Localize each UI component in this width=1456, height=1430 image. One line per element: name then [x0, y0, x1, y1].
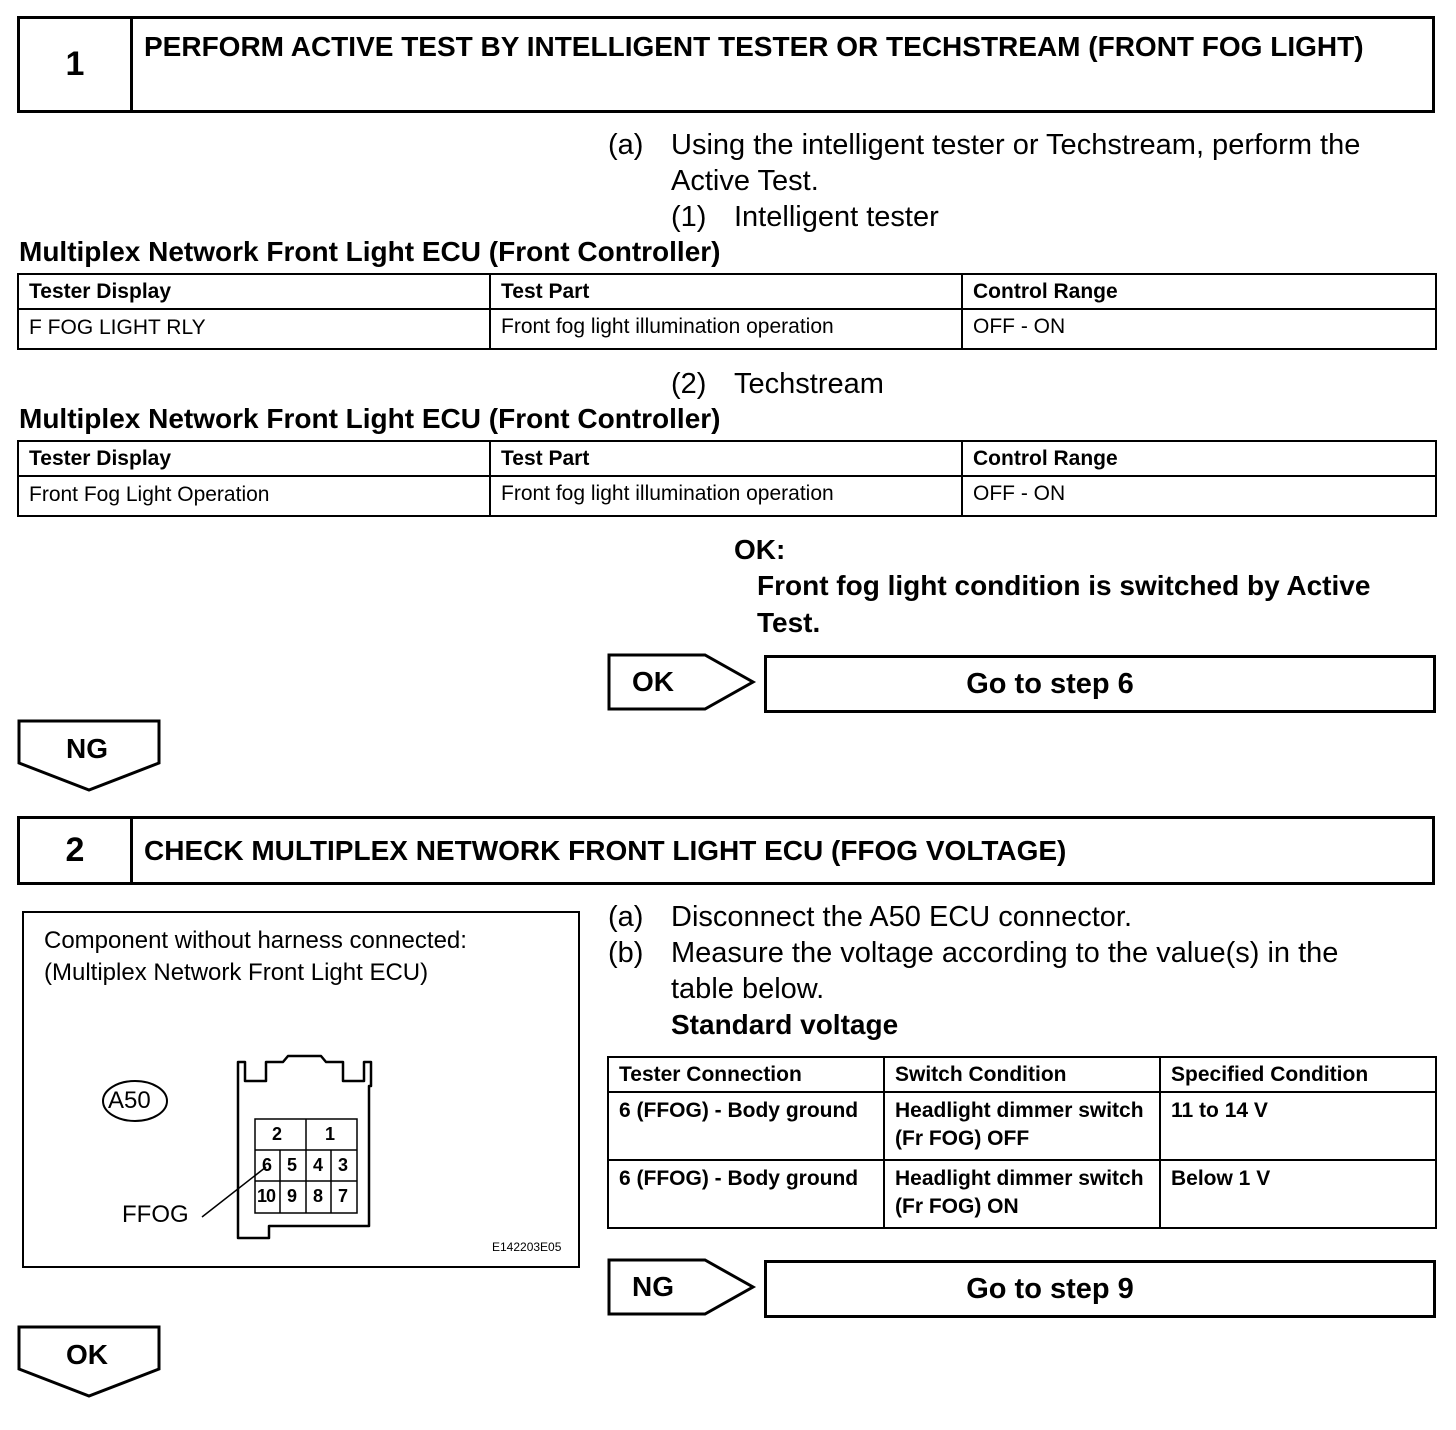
table-1-header-cell: Test Part: [490, 274, 962, 309]
table-cell: OFF - ON: [962, 309, 1436, 349]
pin-label: 3: [338, 1155, 349, 1175]
step-2-header: [17, 816, 1435, 885]
pin-label: 8: [313, 1186, 324, 1206]
ng-branch-label: NG: [632, 1271, 674, 1302]
table-cell: Front fog light illumination operation: [490, 476, 962, 516]
table-cell: Front Fog Light Operation: [18, 476, 490, 516]
table-3-header-row: [608, 1057, 1436, 1092]
standard-voltage-label: Standard voltage: [671, 1009, 899, 1040]
table-cell: Headlight dimmer switch (Fr FOG) OFF: [884, 1092, 1160, 1160]
pin-label: 7: [338, 1186, 349, 1206]
ok-branch-label: OK: [632, 666, 674, 697]
table-cell: Headlight dimmer switch (Fr FOG) ON: [884, 1160, 1160, 1228]
step-1-sub2-label: Techstream: [734, 368, 884, 400]
ok-criteria-line2: Test.: [757, 607, 821, 638]
table-cell: Below 1 V: [1160, 1160, 1436, 1228]
pin-label: 5: [287, 1155, 298, 1175]
ok-criteria-line1: Front fog light condition is switched by Active: [757, 570, 1371, 601]
go-to-step-9-text: Go to step 9: [966, 1272, 1134, 1305]
pin-label: 6: [262, 1155, 273, 1175]
step-2-instruction-a-marker: (a): [608, 901, 644, 933]
step-1-sub2-marker: (2): [671, 368, 707, 400]
pin-label: 2: [272, 1124, 283, 1144]
table-cell: F FOG LIGHT RLY: [18, 309, 490, 349]
table-cell: 6 (FFOG) - Body ground: [608, 1092, 884, 1160]
pin-label: 4: [313, 1155, 324, 1175]
pin-label: 1: [325, 1124, 336, 1144]
step-2-instruction-b-marker: (b): [608, 937, 644, 969]
go-to-step-9-box: [764, 1260, 1436, 1318]
table-3-header-cell: Specified Condition: [1160, 1057, 1436, 1092]
step-1-number: 1: [20, 19, 133, 110]
table-1-title: Multiplex Network Front Light ECU (Front Controller): [19, 236, 721, 267]
ffog-callout-label: FFOG: [122, 1201, 189, 1228]
connector-housing: [238, 1056, 371, 1238]
connector-figure: [22, 911, 580, 1268]
step-2-number: 2: [20, 819, 133, 882]
step-1-sub1-marker: (1): [671, 201, 707, 233]
step-2-title: CHECK MULTIPLEX NETWORK FRONT LIGHT ECU (FFOG VOLTAGE): [144, 835, 1067, 866]
step-2-instruction-a: Disconnect the A50 ECU connector.: [671, 901, 1133, 933]
table-1-header-cell: Control Range: [962, 274, 1436, 309]
table-row: [608, 1092, 1436, 1160]
table-1: [17, 273, 1437, 350]
table-row: [608, 1160, 1436, 1228]
ok-criteria-label: OK:: [734, 534, 786, 565]
step-2-instruction-b-line1: Measure the voltage according to the value(s) in the: [671, 937, 1339, 969]
table-cell: 6 (FFOG) - Body ground: [608, 1160, 884, 1228]
table-2-header-cell: Tester Display: [18, 441, 490, 476]
figure-code: E142203E05: [492, 1240, 562, 1254]
table-cell: Front fog light illumination operation: [490, 309, 962, 349]
table-row: [18, 476, 1436, 516]
step-1-instruction-a-line2: Active Test.: [671, 165, 819, 197]
figure-caption-line1: Component without harness connected:: [44, 927, 467, 954]
table-3-header-cell: Tester Connection: [608, 1057, 884, 1092]
go-to-step-6-text: Go to step 6: [966, 667, 1134, 700]
step-1-title: PERFORM ACTIVE TEST BY INTELLIGENT TESTER OR TECHSTREAM (FRONT FOG LIGHT): [144, 31, 1364, 62]
figure-caption-line2: (Multiplex Network Front Light ECU): [44, 959, 429, 986]
ok-branch-arrow: [607, 653, 757, 711]
pin-label: 10: [257, 1186, 276, 1206]
step-1-sub1-label: Intelligent tester: [734, 201, 939, 233]
table-1-header-cell: Tester Display: [18, 274, 490, 309]
table-cell: OFF - ON: [962, 476, 1436, 516]
step-1-instruction-a-marker: (a): [608, 129, 644, 161]
pin-label: 9: [287, 1186, 298, 1206]
ng-flow-label: NG: [66, 733, 108, 764]
table-2: [17, 440, 1437, 517]
ng-branch-arrow: [607, 1258, 757, 1316]
step-1-header: [17, 16, 1435, 113]
go-to-step-6-box: [764, 655, 1436, 713]
table-2-title: Multiplex Network Front Light ECU (Front Controller): [19, 403, 721, 434]
table-row: [18, 309, 1436, 349]
table-1-header-row: [18, 274, 1436, 309]
table-2-header-cell: Test Part: [490, 441, 962, 476]
ok-flow-label: OK: [66, 1339, 108, 1370]
table-3-header-cell: Switch Condition: [884, 1057, 1160, 1092]
table-cell: 11 to 14 V: [1160, 1092, 1436, 1160]
connector-id-label: A50: [108, 1087, 151, 1114]
step-2-instruction-b-line2: table below.: [671, 973, 825, 1005]
table-2-header-row: [18, 441, 1436, 476]
table-3: [607, 1056, 1437, 1229]
step-1-instruction-a-line1: Using the intelligent tester or Techstream, perform the: [671, 129, 1361, 161]
table-2-header-cell: Control Range: [962, 441, 1436, 476]
